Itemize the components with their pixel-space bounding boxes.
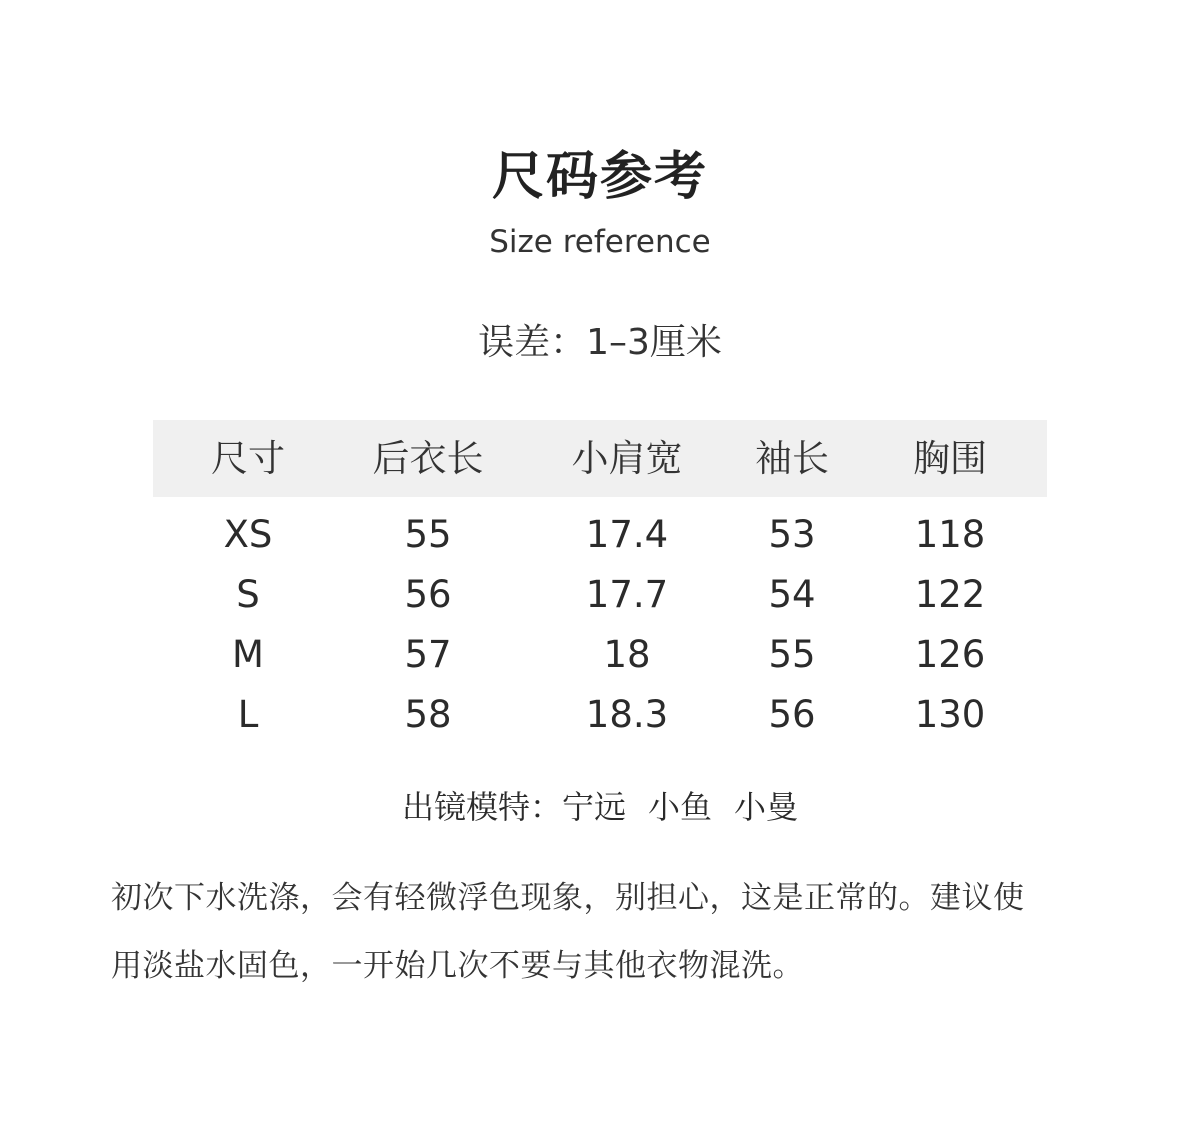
- tolerance-note: 误差：1–3厘米: [478, 322, 722, 363]
- column-header-size: 尺寸: [211, 437, 285, 480]
- models-label: 出镜模特：: [401, 788, 562, 826]
- care-note: [111, 864, 1091, 1000]
- table-cell: 58: [404, 693, 452, 736]
- page-subtitle: Size reference: [489, 224, 711, 260]
- table-cell: 56: [404, 573, 452, 616]
- table-cell: 56: [768, 693, 816, 736]
- table-cell: 18.3: [585, 693, 669, 736]
- model-name: 小曼: [734, 788, 799, 826]
- table-cell: XS: [223, 513, 273, 556]
- care-note-line: 初次下水洗涤，会有轻微浮色现象，别担心，这是正常的。建议使: [111, 880, 1025, 916]
- care-note-line: 用淡盐水固色，一开始几次不要与其他衣物混洗。: [111, 948, 804, 984]
- page-title: 尺码参考: [491, 147, 708, 207]
- table-cell: M: [232, 633, 264, 676]
- table-cell: 17.4: [585, 513, 669, 556]
- column-header-chest: 胸围: [913, 437, 987, 480]
- table-cell: 57: [404, 633, 452, 676]
- table-row: [153, 685, 1047, 745]
- table-cell: 118: [914, 513, 986, 556]
- table-cell: 17.7: [585, 573, 669, 616]
- table-cell: 53: [768, 513, 816, 556]
- model-name: 宁远: [561, 788, 626, 826]
- table-cell: 55: [768, 633, 816, 676]
- model-name: 小鱼: [648, 788, 713, 826]
- table-cell: 54: [768, 573, 816, 616]
- column-header-shoulder-width: 小肩宽: [571, 437, 683, 480]
- size-table: [153, 420, 1047, 745]
- models-line: [0, 785, 1200, 829]
- table-cell: 130: [914, 693, 986, 736]
- table-header: [153, 420, 1047, 497]
- table-row: [153, 565, 1047, 625]
- table-cell: L: [237, 693, 259, 736]
- table-cell: 126: [914, 633, 986, 676]
- table-cell: 55: [404, 513, 452, 556]
- column-header-back-length: 后衣长: [372, 437, 484, 480]
- column-header-sleeve-length: 袖长: [755, 437, 829, 480]
- table-body: [153, 497, 1047, 745]
- table-cell: 122: [914, 573, 986, 616]
- table-row: [153, 505, 1047, 565]
- table-cell: 18: [603, 633, 651, 676]
- table-row: [153, 625, 1047, 685]
- table-cell: S: [236, 573, 260, 616]
